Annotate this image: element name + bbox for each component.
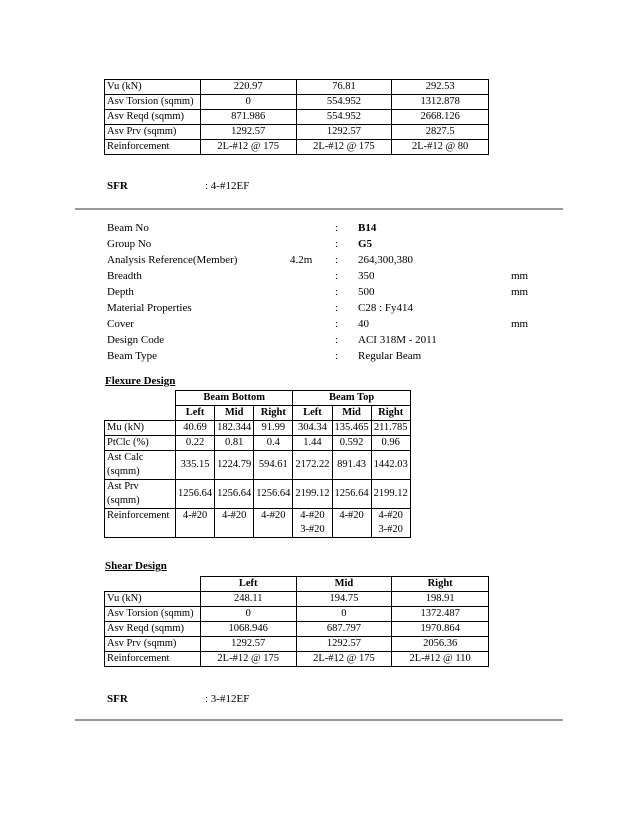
- sfr-top-value: : 4-#12EF: [205, 180, 250, 192]
- flexure-group-top: Beam Top: [293, 391, 410, 406]
- property-name: Analysis Reference(Member): [107, 254, 238, 266]
- flexure-cell: 40.69: [176, 421, 215, 436]
- flexure-cell: 4-#20: [176, 509, 215, 538]
- flexure-row: [105, 451, 411, 480]
- property-row: [107, 254, 537, 270]
- property-value: 264,300,380: [358, 254, 413, 266]
- shear-top-cell: 2668.126: [392, 110, 489, 125]
- flexure-cell: 891.43: [332, 451, 371, 480]
- property-row: [107, 270, 537, 286]
- shear-heading: Shear Design: [105, 560, 167, 572]
- flexure-cell: 4-#20: [215, 509, 254, 538]
- flexure-cell: 2172.22: [293, 451, 332, 480]
- shear-header: Left: [200, 577, 296, 592]
- property-name: Beam Type: [107, 350, 158, 362]
- flexure-subheader: Mid: [215, 406, 254, 421]
- shear-cell: 2L-#12 @ 175: [296, 652, 392, 667]
- shear-top-row-label: Reinforcement: [105, 140, 201, 155]
- shear-top-cell: 2827.5: [392, 125, 489, 140]
- shear-cell: 2L-#12 @ 175: [200, 652, 296, 667]
- shear-top-cell: 2L-#12 @ 175: [200, 140, 296, 155]
- property-name: Group No: [107, 238, 152, 250]
- property-value: B14: [358, 222, 377, 234]
- flexure-cell: 0.81: [215, 436, 254, 451]
- property-row: [107, 350, 537, 366]
- property-colon: :: [335, 270, 339, 282]
- shear-row: [105, 637, 489, 652]
- flexure-cell: 211.785: [371, 421, 410, 436]
- shear-top-row: [105, 110, 489, 125]
- flexure-cell: 1256.64: [254, 480, 293, 509]
- property-colon: :: [335, 222, 339, 234]
- property-row: [107, 334, 537, 350]
- property-name: Design Code: [107, 334, 165, 346]
- shear-cell: 1292.57: [200, 637, 296, 652]
- shear-top-cell: 1312.878: [392, 95, 489, 110]
- property-unit: mm: [511, 286, 529, 298]
- shear-top-cell: 292.53: [392, 80, 489, 95]
- property-colon: :: [335, 334, 339, 346]
- flexure-cell: 4-#20: [254, 509, 293, 538]
- flexure-table: [104, 390, 411, 538]
- flexure-cell: 0.96: [371, 436, 410, 451]
- property-unit: mm: [511, 318, 529, 330]
- shear-row: [105, 652, 489, 667]
- shear-cell: 0: [200, 607, 296, 622]
- property-value: 500: [358, 286, 375, 298]
- property-row: [107, 238, 537, 254]
- divider-top: [75, 208, 563, 210]
- shear-cell: 198.91: [392, 592, 489, 607]
- shear-top-cell: 0: [200, 95, 296, 110]
- shear-cell: 0: [296, 607, 392, 622]
- shear-cell: 2L-#12 @ 110: [392, 652, 489, 667]
- flexure-cell: 4-#20 3-#20: [293, 509, 332, 538]
- sfr-top-label: SFR: [107, 180, 128, 192]
- shear-header: Mid: [296, 577, 392, 592]
- shear-top-cell: 1292.57: [200, 125, 296, 140]
- property-row: [107, 318, 537, 334]
- sfr-bottom-label: SFR: [107, 693, 128, 705]
- property-colon: :: [335, 254, 339, 266]
- shear-top-cell: 76.81: [296, 80, 392, 95]
- shear-top-row: [105, 140, 489, 155]
- property-colon: :: [335, 318, 339, 330]
- flexure-cell: 4-#20: [332, 509, 371, 538]
- flexure-group-bottom: Beam Bottom: [176, 391, 293, 406]
- shear-top-row-label: Asv Torsion (sqmm): [105, 95, 201, 110]
- shear-top-cell: 554.952: [296, 110, 392, 125]
- shear-top-row: [105, 80, 489, 95]
- shear-row-label: Asv Torsion (sqmm): [105, 607, 201, 622]
- property-name: Depth: [107, 286, 134, 298]
- property-row: [107, 222, 537, 238]
- flexure-cell: 1256.64: [215, 480, 254, 509]
- property-colon: :: [335, 286, 339, 298]
- property-value: ACI 318M - 2011: [358, 334, 437, 346]
- property-colon: :: [335, 238, 339, 250]
- shear-top-cell: 2L-#12 @ 175: [296, 140, 392, 155]
- shear-table: [104, 576, 489, 667]
- property-value: G5: [358, 238, 373, 250]
- property-name: Material Properties: [107, 302, 192, 314]
- flexure-row-label: Ast Prv (sqmm): [105, 480, 176, 509]
- shear-cell: 2056.36: [392, 637, 489, 652]
- flexure-subheader-row: [105, 406, 411, 421]
- property-extra: 4.2m: [290, 254, 313, 266]
- shear-cell: 687.797: [296, 622, 392, 637]
- flexure-row: [105, 421, 411, 436]
- shear-row: [105, 592, 489, 607]
- shear-cell: 1292.57: [296, 637, 392, 652]
- shear-top-cell: 2L-#12 @ 80: [392, 140, 489, 155]
- flexure-cell: 1256.64: [176, 480, 215, 509]
- shear-top-cell: 220.97: [200, 80, 296, 95]
- property-value: 40: [358, 318, 369, 330]
- shear-cell: 1970.864: [392, 622, 489, 637]
- shear-cell: 248.11: [200, 592, 296, 607]
- shear-row-label: Reinforcement: [105, 652, 201, 667]
- shear-top-cell: 554.952: [296, 95, 392, 110]
- shear-row: [105, 607, 489, 622]
- flexure-cell: 335.15: [176, 451, 215, 480]
- property-value: C28 : Fy414: [358, 302, 414, 314]
- flexure-subheader: Right: [371, 406, 410, 421]
- property-unit: mm: [511, 270, 529, 282]
- flexure-subheader: Right: [254, 406, 293, 421]
- shear-cell: 194.75: [296, 592, 392, 607]
- shear-row-label: Asv Reqd (sqmm): [105, 622, 201, 637]
- property-value: Regular Beam: [358, 350, 422, 362]
- flexure-cell: 594.61: [254, 451, 293, 480]
- shear-cell: 1372.487: [392, 607, 489, 622]
- flexure-row-label: Reinforcement: [105, 509, 176, 538]
- shear-top-row-label: Asv Reqd (sqmm): [105, 110, 201, 125]
- flexure-cell: 1442.03: [371, 451, 410, 480]
- property-colon: :: [335, 350, 339, 362]
- property-row: [107, 302, 537, 318]
- sfr-bottom-value: : 3-#12EF: [205, 693, 250, 705]
- property-name: Beam No: [107, 222, 149, 234]
- shear-header-row: [105, 577, 489, 592]
- property-name: Cover: [107, 318, 134, 330]
- flexure-subheader: Left: [293, 406, 332, 421]
- shear-table-body: [105, 592, 489, 667]
- flexure-cell: 135.465: [332, 421, 371, 436]
- flexure-cell: 182.344: [215, 421, 254, 436]
- property-name: Breadth: [107, 270, 142, 282]
- flexure-group-header-row: [105, 391, 411, 406]
- shear-header: Right: [392, 577, 489, 592]
- flexure-cell: 1.44: [293, 436, 332, 451]
- flexure-cell: 304.34: [293, 421, 332, 436]
- divider-bottom: [75, 719, 563, 721]
- flexure-subheader: Left: [176, 406, 215, 421]
- shear-table-top-body: [105, 80, 489, 155]
- flexure-row: [105, 509, 411, 538]
- flexure-cell: 4-#20 3-#20: [371, 509, 410, 538]
- shear-top-row: [105, 125, 489, 140]
- shear-top-cell: 871.986: [200, 110, 296, 125]
- flexure-heading: Flexure Design: [105, 375, 176, 387]
- property-value: 350: [358, 270, 375, 282]
- flexure-cell: 2199.12: [293, 480, 332, 509]
- flexure-cell: 0.592: [332, 436, 371, 451]
- shear-row: [105, 622, 489, 637]
- shear-top-row-label: Asv Prv (sqmm): [105, 125, 201, 140]
- flexure-cell: 1256.64: [332, 480, 371, 509]
- shear-row-label: Vu (kN): [105, 592, 201, 607]
- flexure-cell: 0.22: [176, 436, 215, 451]
- flexure-cell: 91.99: [254, 421, 293, 436]
- flexure-row: [105, 480, 411, 509]
- shear-table-top: [104, 79, 489, 155]
- flexure-table-body: [105, 421, 411, 538]
- flexure-cell: 1224.79: [215, 451, 254, 480]
- shear-top-row-label: Vu (kN): [105, 80, 201, 95]
- shear-row-label: Asv Prv (sqmm): [105, 637, 201, 652]
- shear-top-row: [105, 95, 489, 110]
- flexure-row-label: Ast Calc (sqmm): [105, 451, 176, 480]
- shear-top-cell: 1292.57: [296, 125, 392, 140]
- flexure-cell: 0.4: [254, 436, 293, 451]
- flexure-subheader: Mid: [332, 406, 371, 421]
- shear-cell: 1068.946: [200, 622, 296, 637]
- flexure-row-label: Mu (kN): [105, 421, 176, 436]
- flexure-row: [105, 436, 411, 451]
- property-row: [107, 286, 537, 302]
- flexure-row-label: PtClc (%): [105, 436, 176, 451]
- property-colon: :: [335, 302, 339, 314]
- flexure-cell: 2199.12: [371, 480, 410, 509]
